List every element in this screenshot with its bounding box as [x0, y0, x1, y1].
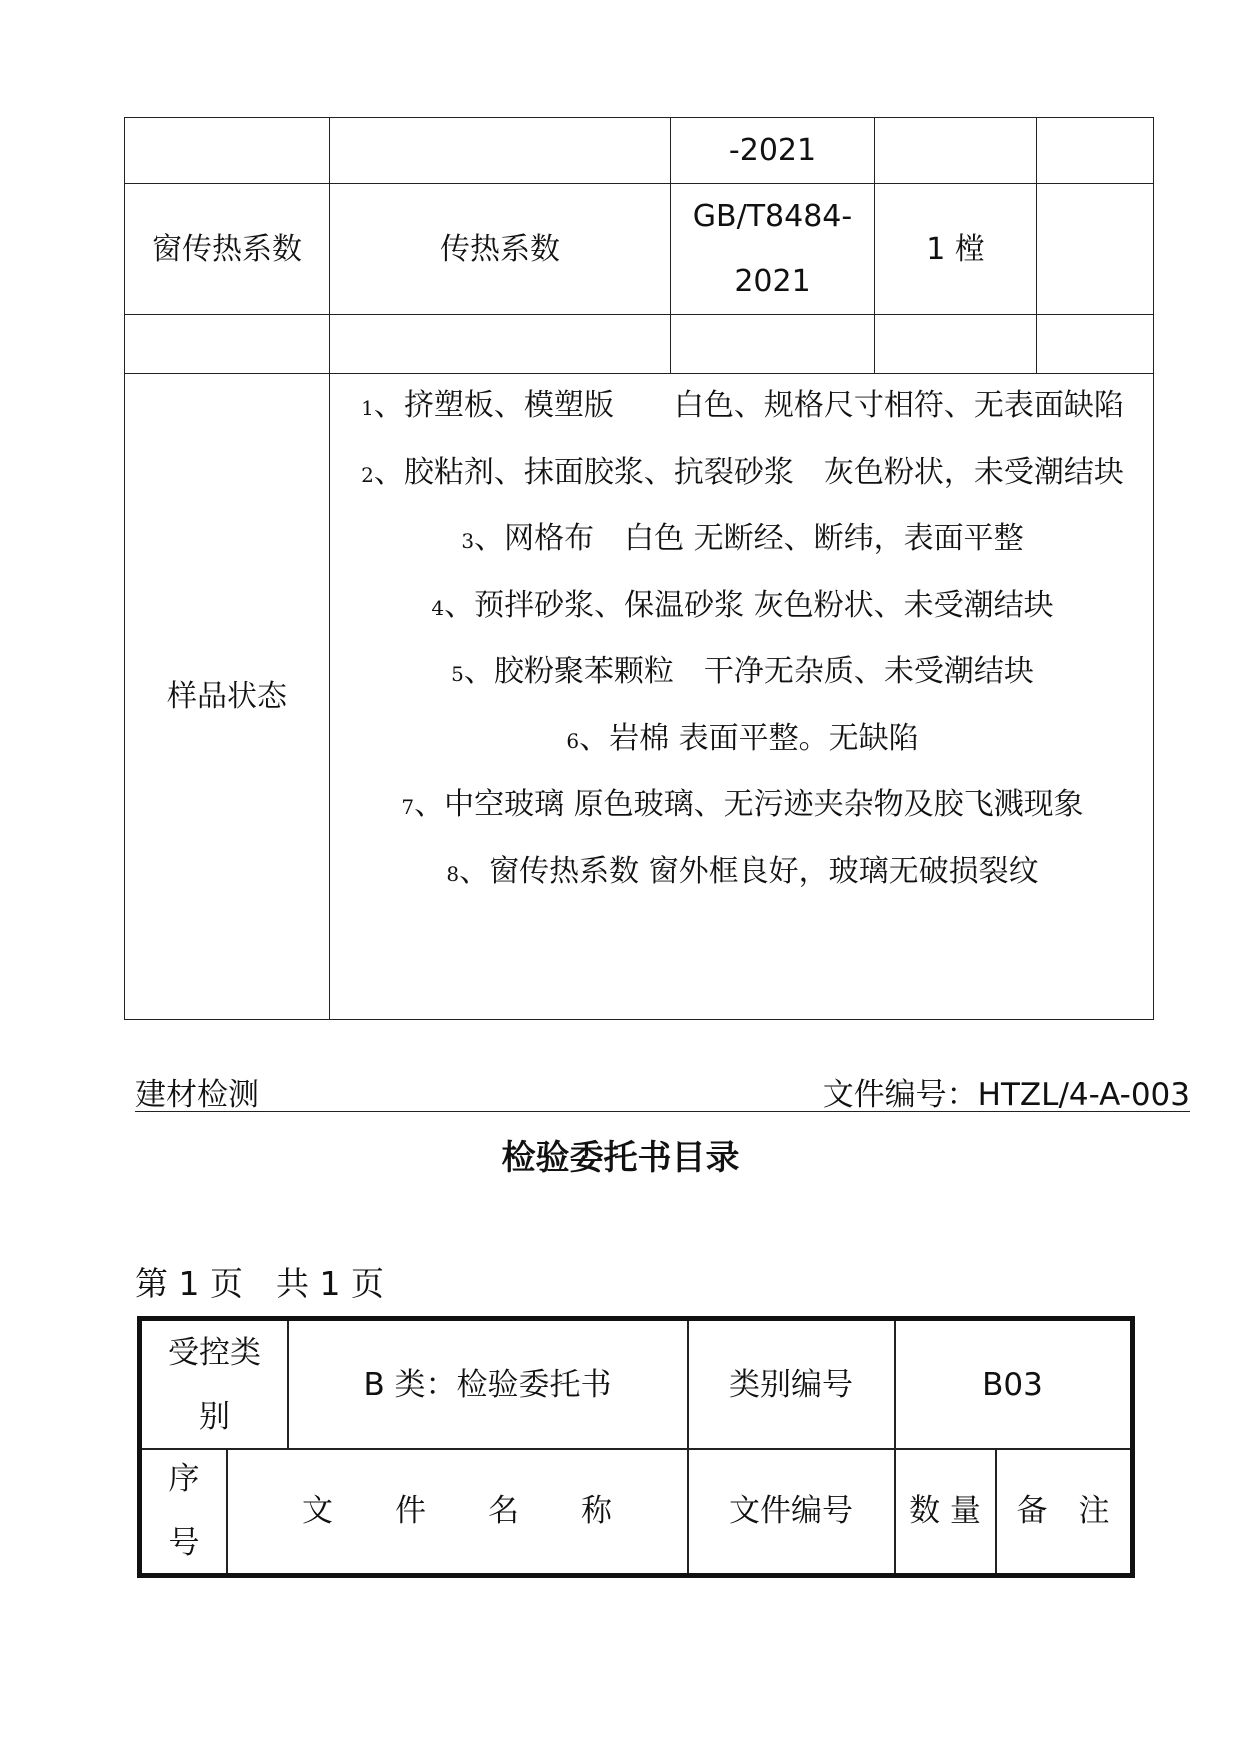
header-department: 建材检测	[135, 1077, 259, 1113]
table-cell	[1037, 118, 1154, 184]
page-counter: 第 1 页 共 1 页	[135, 1264, 384, 1303]
table-cell	[330, 315, 671, 374]
table-cell	[875, 118, 1037, 184]
controlled-category-value: B 类：检验委托书	[363, 1366, 612, 1403]
column-header-seq: 序 号	[168, 1461, 200, 1561]
list-item: 6、岩棉 表面平整。无缺陷	[566, 720, 919, 756]
controlled-category-label: 受控类 别	[168, 1334, 261, 1435]
sample-state-label: 样品状态	[125, 374, 330, 1020]
sample-state-list	[330, 374, 1154, 1020]
table-cell	[1037, 184, 1154, 315]
table-row	[125, 315, 1154, 374]
column-header-remark: 备 注	[1016, 1493, 1110, 1529]
list-item: 8、窗传热系数 窗外框良好，玻璃无破损裂纹	[446, 853, 1039, 889]
column-header-file-name: 文 件 名 称	[302, 1493, 612, 1529]
document-header	[135, 1065, 1190, 1112]
standard-cell	[671, 184, 875, 315]
parameter-cell: 传热系数	[330, 184, 671, 315]
standard-cell: -2021	[671, 118, 875, 184]
list-item: 4、预拌砂浆、保温砂浆 灰色粉状、未受潮结块	[431, 587, 1054, 623]
table-row	[125, 184, 1154, 315]
catalog-title: 检验委托书目录	[501, 1138, 740, 1178]
table-row	[125, 118, 1154, 184]
list-item: 1、挤塑板、模塑版 白色、规格尺寸相符、无表面缺陷	[361, 388, 1124, 423]
table-cell	[330, 118, 671, 184]
table-cell	[671, 315, 875, 374]
table-cell	[125, 315, 330, 374]
table-cell	[875, 315, 1037, 374]
column-header-file-number: 文件编号	[729, 1493, 853, 1529]
list-item: 2、胶粘剂、抹面胶浆、抗裂砂浆 灰色粉状，未受潮结块	[361, 454, 1124, 490]
item-name-cell: 窗传热系数	[125, 184, 330, 315]
table-row	[125, 374, 1154, 1020]
column-header-quantity: 数 量	[909, 1493, 981, 1529]
sample-info-table	[124, 117, 1154, 1020]
list-item: 3、网格布 白色 无断经、断纬，表面平整	[461, 521, 1024, 556]
table-cell	[1037, 315, 1154, 374]
catalog-table	[137, 1316, 1135, 1578]
quantity-cell: 1 樘	[875, 184, 1037, 315]
header-file-number: 文件编号：HTZL/4-A-003	[822, 1077, 1190, 1113]
table-cell	[125, 118, 330, 184]
category-code-label: 类别编号	[729, 1366, 853, 1403]
list-item: 7、中空玻璃 原色玻璃、无污迹夹杂物及胶飞溅现象	[401, 787, 1084, 822]
list-item: 5、胶粉聚苯颗粒 干净无杂质、未受潮结块	[451, 654, 1034, 689]
standard-line-1: GB/T8484-	[692, 199, 853, 234]
standard-line-2: 2021	[734, 264, 811, 299]
category-code-value: B03	[982, 1366, 1043, 1403]
